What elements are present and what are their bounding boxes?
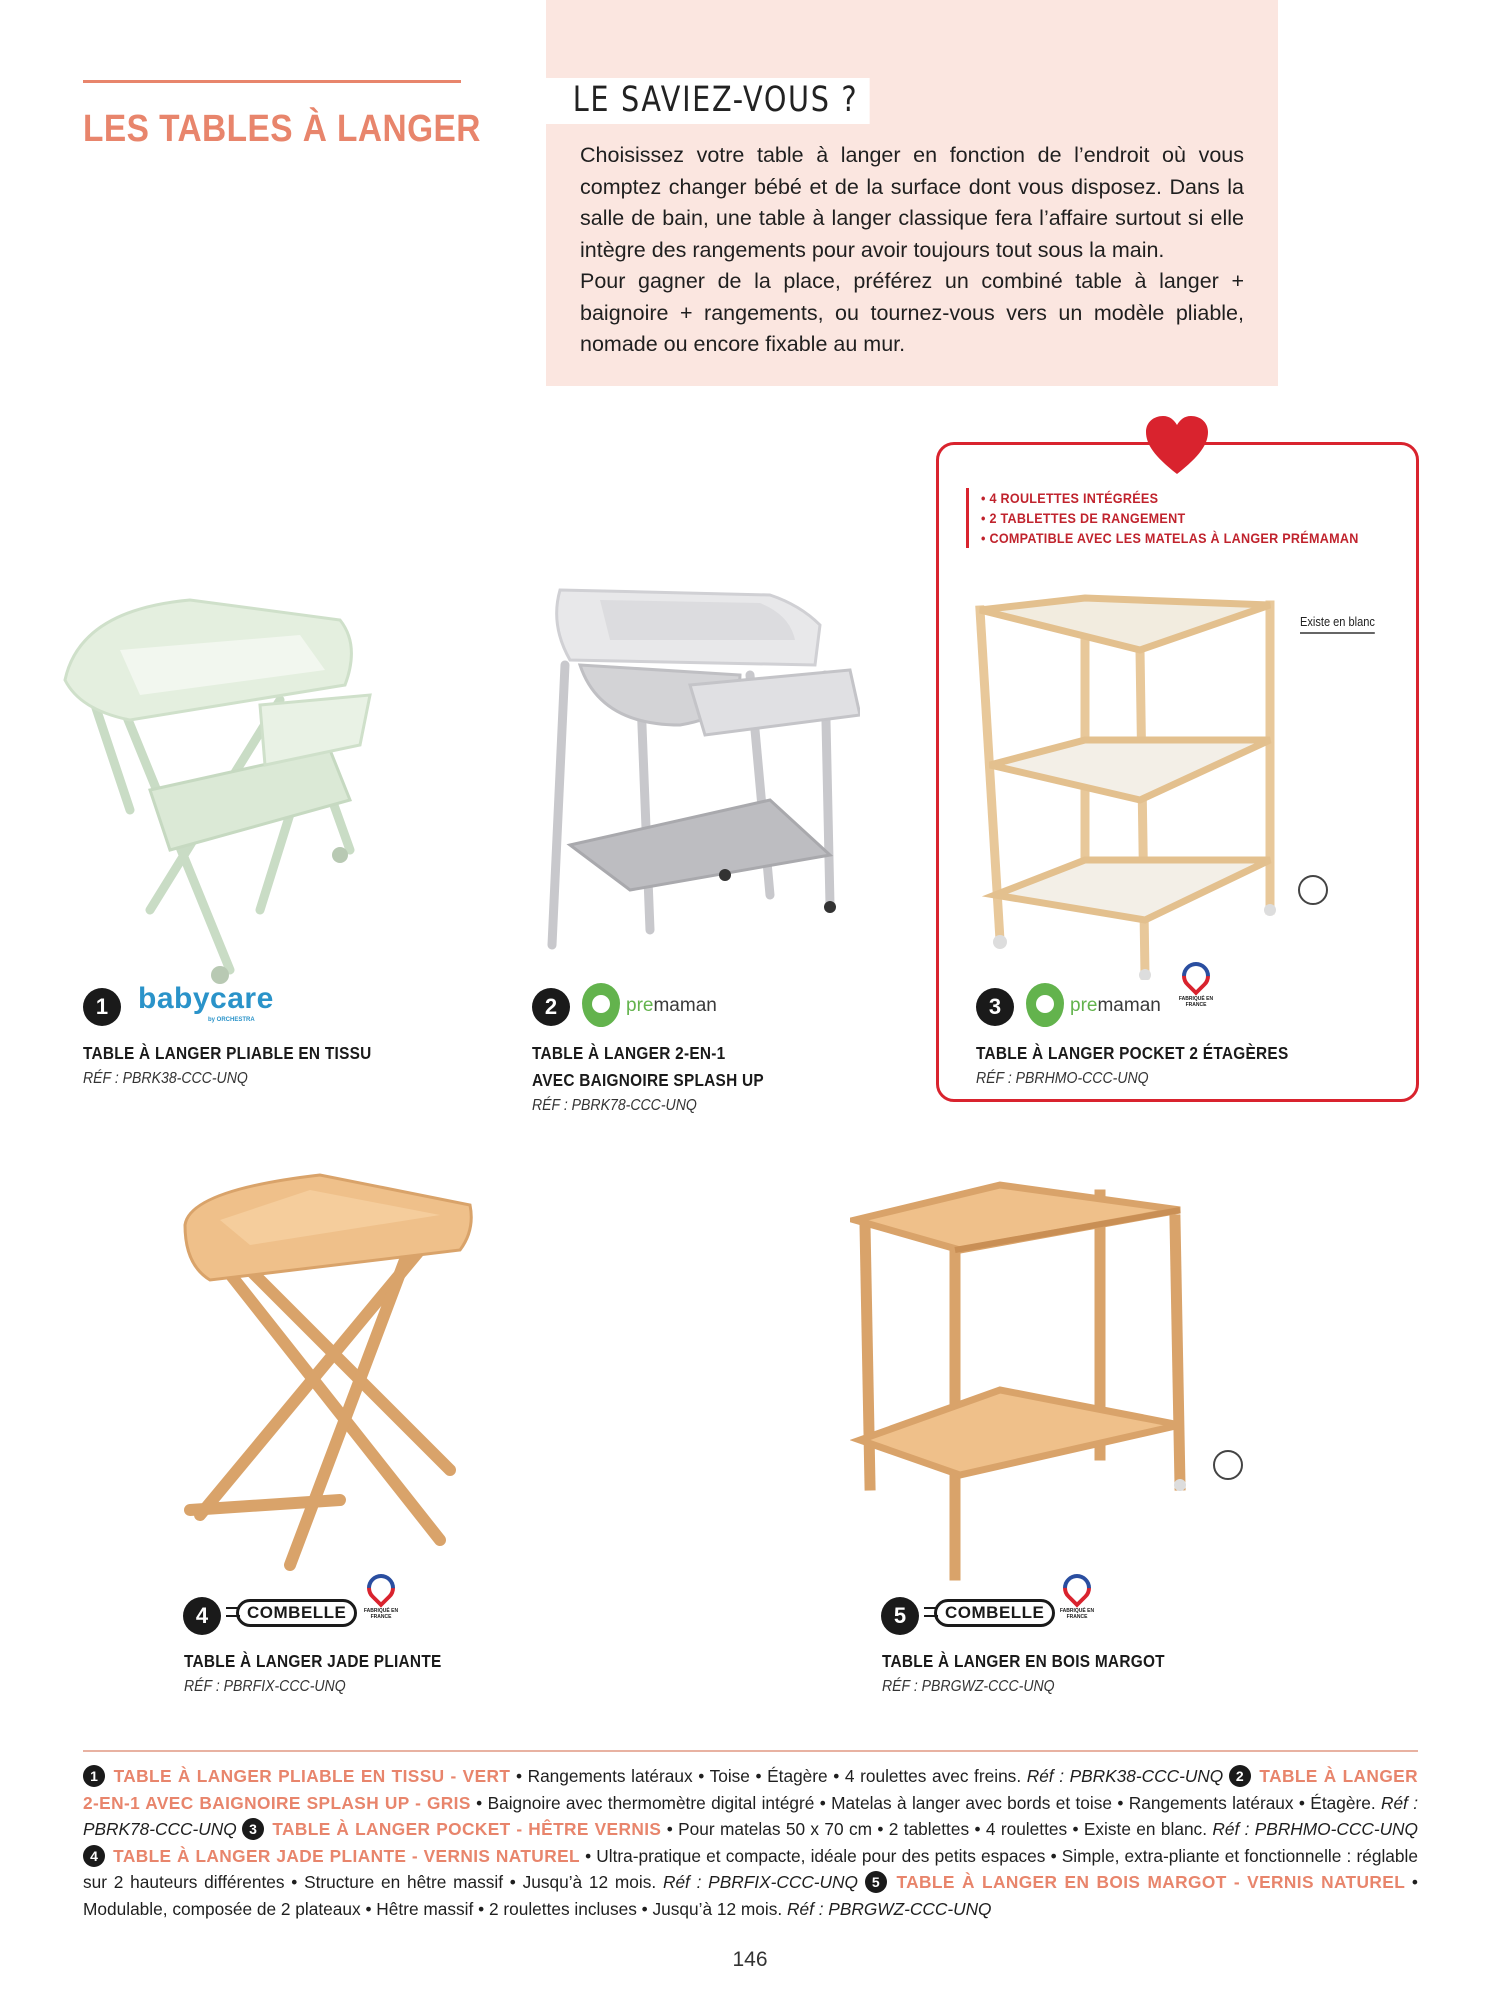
summary-text: • Ultra-pratique et compacte, idéale pour des petits espaces • Simple, extra-pliante et fonctionnelle : réglable sur 2 hauteurs différentes • Structure en hêtre massif • Jusqu’à 12 mois. — [83, 1845, 1418, 1892]
made-in-france-label: FABRIQUÉ EN FRANCE — [363, 1608, 399, 1620]
summary-ref: Réf : PBRK78-CCC-UNQ — [83, 1792, 1419, 1839]
summary-number: 3 — [242, 1818, 264, 1840]
summary-text: • Pour matelas 50 x 70 cm • 2 tablettes • 4 roulettes • Existe en blanc. — [661, 1819, 1213, 1839]
summary-text: • Baignoire avec thermomètre digital intégré • Matelas à langer avec bords et toise • Rangements latéraux • Étagère. — [470, 1792, 1381, 1813]
made-in-france-label: FABRIQUÉ EN FRANCE — [1178, 996, 1214, 1008]
summary-number: 1 — [83, 1765, 105, 1787]
summary-rule — [83, 1750, 1418, 1752]
favorite-bullet: • COMPATIBLE AVEC LES MATELAS À LANGER PRÉMAMAN — [981, 530, 1359, 546]
summary-heading: TABLE À LANGER 2-EN-1 AVEC BAIGNOIRE SPLASH UP - GRIS — [83, 1766, 1418, 1813]
product-name-2b: AVEC BAIGNOIRE SPLASH UP — [532, 1070, 764, 1090]
product-name-3: TABLE À LANGER POCKET 2 ÉTAGÈRES — [976, 1043, 1289, 1063]
favorite-bullets — [966, 488, 1401, 548]
summary-number: 2 — [1229, 1765, 1251, 1787]
favorite-bullet: • 4 ROULETTES INTÉGRÉES — [981, 490, 1159, 506]
tip-paragraph-1: Choisissez votre table à langer en fonction de l’endroit où vous comptez changer bébé et de la surface dont vous disposez. Dans la salle de bain, une table à langer classique fera l’affaire surtout si elle intègre des rangements pour avoir toujours tout sous la main. — [580, 143, 1244, 262]
product-number-3: 3 — [976, 988, 1014, 1026]
product-ref-3: RÉF : PBRHMO-CCC-UNQ — [976, 1070, 1149, 1087]
made-in-france-label: FABRIQUÉ EN FRANCE — [1059, 1608, 1095, 1620]
product-image-5 — [850, 1175, 1200, 1585]
product-image-1 — [60, 590, 380, 990]
product-image-3 — [970, 590, 1290, 980]
summary-ref: Réf : PBRK38-CCC-UNQ — [1026, 1766, 1224, 1786]
color-swatch-white[interactable] — [1298, 875, 1328, 905]
product-number-5: 5 — [881, 1597, 919, 1635]
product-number-2: 2 — [532, 988, 570, 1026]
babycare-logo: babycare — [138, 982, 274, 1015]
product-name-2a: TABLE À LANGER 2-EN-1 — [532, 1043, 726, 1063]
product-number-4: 4 — [183, 1597, 221, 1635]
tip-heading: LE SAVIEZ-VOUS ? — [540, 78, 870, 124]
summary-paragraph — [83, 1763, 1418, 1922]
product-ref-4: RÉF : PBRFIX-CCC-UNQ — [184, 1678, 346, 1695]
product-name-5: TABLE À LANGER EN BOIS MARGOT — [882, 1651, 1165, 1671]
tip-text — [580, 140, 1244, 361]
product-image-4 — [180, 1170, 480, 1580]
favorite-bullet: • 2 TABLETTES DE RANGEMENT — [981, 510, 1186, 526]
product-name-4: TABLE À LANGER JADE PLIANTE — [184, 1651, 442, 1671]
summary-ref: Réf : PBRFIX-CCC-UNQ — [662, 1872, 858, 1892]
summary-heading: TABLE À LANGER JADE PLIANTE - VERNIS NATUREL — [113, 1845, 580, 1866]
page-title: LES TABLES À LANGER — [83, 108, 481, 150]
combelle-logo: COMBELLE — [934, 1599, 1055, 1627]
summary-number: 5 — [865, 1871, 887, 1893]
exists-label: Existe en blanc — [1300, 614, 1375, 634]
product-image-2 — [540, 585, 860, 955]
product-ref-5: RÉF : PBRGWZ-CCC-UNQ — [882, 1678, 1055, 1695]
color-swatch-white[interactable] — [1213, 1450, 1243, 1480]
title-rule — [83, 80, 461, 83]
combelle-logo: COMBELLE — [236, 1599, 357, 1627]
summary-heading: TABLE À LANGER EN BOIS MARGOT - VERNIS NATUREL — [896, 1872, 1406, 1892]
summary-heading: TABLE À LANGER PLIABLE EN TISSU - VERT — [113, 1766, 511, 1786]
product-number-1: 1 — [83, 988, 121, 1026]
tip-paragraph-2: Pour gagner de la place, préférez un combiné table à langer + baignoire + rangements, ou tournez-vous vers un modèle pliable, nomade ou encore fixable au mur. — [580, 269, 1244, 356]
page-number: 146 — [732, 1948, 768, 1971]
summary-heading: TABLE À LANGER POCKET - HÊTRE VERNIS — [272, 1819, 662, 1839]
summary-text: • Rangements latéraux • Toise • Étagère • 4 roulettes avec freins. — [510, 1766, 1027, 1786]
premaman-wordmark: premaman — [1070, 995, 1161, 1016]
summary-text: • Modulable, composée de 2 plateaux • Hêtre massif • 2 roulettes incluses • Jusqu’à 12 mois. — [83, 1872, 1418, 1919]
premaman-wordmark: premaman — [626, 995, 717, 1016]
product-ref-2: RÉF : PBRK78-CCC-UNQ — [532, 1097, 697, 1114]
summary-ref: Réf : PBRGWZ-CCC-UNQ — [787, 1898, 992, 1919]
summary-ref: Réf : PBRHMO-CCC-UNQ — [1212, 1819, 1418, 1839]
babycare-logo-sub: by ORCHESTRA — [208, 1017, 255, 1023]
product-ref-1: RÉF : PBRK38-CCC-UNQ — [83, 1070, 248, 1087]
heart-icon — [1144, 414, 1210, 476]
summary-number: 4 — [83, 1845, 105, 1867]
premaman-mark — [582, 983, 620, 1027]
product-name-1: TABLE À LANGER PLIABLE EN TISSU — [83, 1043, 372, 1063]
